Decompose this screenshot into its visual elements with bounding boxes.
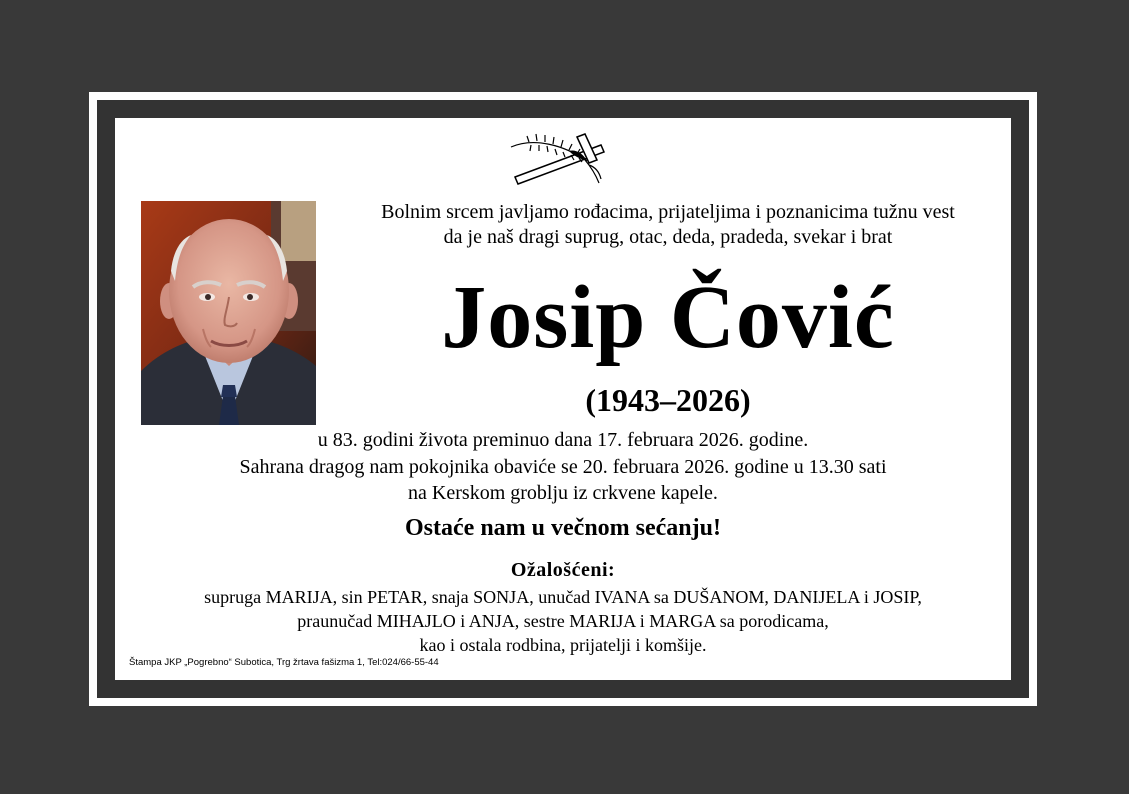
detail-line: u 83. godini života preminuo dana 17. februara 2026. godine. [317, 429, 809, 451]
intro-text [330, 200, 1006, 250]
memory-line: Ostaće nam u večnom sećanju! [405, 515, 721, 541]
mourner-line: supruga MARIJA, sin PETAR, snaja SONJA, unučad IVANA sa DUŠANOM, DANIJELA i JOSIP, [204, 587, 922, 607]
portrait-image [141, 201, 316, 425]
mourners-title: Ožalošćeni: [510, 559, 616, 581]
deceased-name: Josip Čović [441, 268, 895, 367]
printer-credit: Štampa JKP „Pogrebno“ Subotica, Trg žrtava fašizma 1, Tel:024/66-55-44 [129, 657, 439, 668]
mourner-line: kao i ostala rodbina, prijatelji i komšije. [419, 635, 707, 655]
intro-line: da je naš dragi suprug, otac, deda, pradeda, svekar i brat [443, 226, 893, 248]
cross-with-palm-icon [509, 131, 609, 189]
mourner-line: praunučad MIHAJLO i ANJA, sestre MARIJA i MARGA sa porodicama, [297, 611, 829, 631]
intro-line: Bolnim srcem javljamo rođacima, prijateljima i poznanicima tužnu vest [381, 201, 955, 223]
detail-line: na Kerskom groblju iz crkvene kapele. [408, 482, 718, 504]
funeral-details [115, 427, 1011, 507]
life-years: (1943–2026) [585, 382, 751, 418]
deceased-photo [141, 201, 316, 425]
detail-line: Sahrana dragog nam pokojnika obaviće se 20. februara 2026. godine u 13.30 sati [239, 455, 887, 478]
mourners-list [115, 585, 1011, 657]
